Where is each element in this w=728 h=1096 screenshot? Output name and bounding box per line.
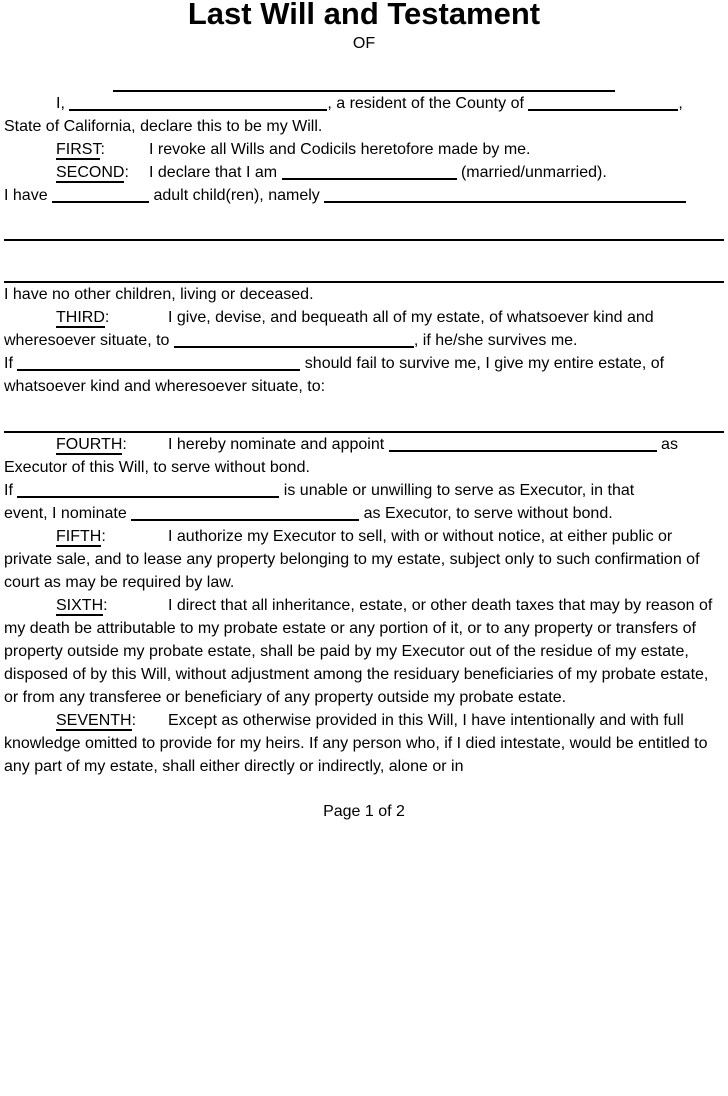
- section-third-colon: :: [104, 309, 110, 326]
- section-fourth-text-after: as Executor of this Will, to serve without bond.: [4, 436, 678, 476]
- children-text-mid: adult child(ren), namely: [149, 187, 325, 204]
- opening-paragraph: [4, 92, 724, 138]
- section-fourth-label: [56, 433, 168, 456]
- of-label: OF: [352, 35, 376, 52]
- section-seventh-label-text: SEVENTH: [56, 712, 132, 729]
- section-fourth-colon: :: [122, 436, 127, 453]
- section-seventh-colon: :: [131, 712, 137, 729]
- blank-beneficiary-name[interactable]: [17, 355, 300, 371]
- section-second: [4, 161, 724, 184]
- section-second-text-after: (married/unmarried).: [456, 164, 607, 181]
- section-second-label: [56, 161, 149, 184]
- section-fifth: [4, 525, 724, 594]
- no-other-children-text: I have no other children, living or deceased.: [4, 286, 314, 303]
- section-first: [4, 138, 724, 161]
- section-seventh: [4, 709, 724, 778]
- section-fourth-text-before: I hereby nominate and appoint: [168, 436, 389, 453]
- section-third-text-before: I give, devise, and bequeath all of my estate, of whatsoever kind and wheresoever situate, to: [4, 309, 654, 349]
- section-sixth: [4, 594, 724, 709]
- alternate-executor-text-pre: event, I nominate: [4, 505, 132, 522]
- survivor-text-post: should fail to survive me, I give my entire estate, of whatsoever kind and wheresoever situate, to:: [4, 355, 665, 395]
- section-sixth-colon: :: [103, 597, 108, 614]
- section-first-label-text: FIRST: [56, 141, 101, 158]
- blank-child-count[interactable]: [52, 187, 149, 203]
- blank-primary-beneficiary[interactable]: [174, 332, 414, 348]
- blank-marital-status[interactable]: [282, 164, 457, 180]
- section-fifth-label: [56, 525, 168, 548]
- alternate-executor-text-post: as Executor, to serve without bond.: [359, 505, 613, 522]
- section-second-label-text: SECOND: [56, 164, 125, 181]
- blank-executor-name[interactable]: [389, 436, 657, 452]
- section-fourth: [4, 433, 724, 479]
- opening-text-pre: I,: [56, 95, 70, 112]
- section-first-colon: :: [100, 141, 105, 158]
- section-second-text-before: I declare that I am: [149, 164, 282, 181]
- children-text-pre: I have: [4, 187, 53, 204]
- blank-testator-name[interactable]: [69, 95, 327, 111]
- section-fifth-text: I authorize my Executor to sell, with or without notice, at either public or private sale, and to lease any property belonging to my estate, subject only to such confirmation of court as may be required by law.: [4, 528, 700, 591]
- opening-text-post: , State of California, declare this to be my Will.: [4, 95, 683, 135]
- section-third-label: [56, 306, 168, 329]
- section-first-text: I revoke all Wills and Codicils heretofore made by me.: [149, 141, 531, 158]
- executor-unable-text-pre: If: [4, 482, 18, 499]
- executor-unable-text-post: is unable or unwilling to serve as Executor, in that: [279, 482, 635, 499]
- writing-rule-1[interactable]: [4, 239, 724, 241]
- section-third-text-after: , if he/she survives me.: [413, 332, 578, 349]
- section-seventh-text: Except as otherwise provided in this Will, I have intentionally and with full knowledge omitted to provide for my heirs. If any person who, if I died intestate, would be entitled to any part of my estate, shall either directly or indirectly, alone or in: [4, 712, 708, 775]
- section-sixth-label: [56, 594, 168, 617]
- section-sixth-text: I direct that all inheritance, estate, or other death taxes that may by reason of my death be attributable to my probate estate or any portion of it, or to any property or transfers of property outside my probate estate, shall be paid by my Executor out of the residue of my estate, disposed of by this Will, without adjustment among the residuary beneficiaries of my probate estate, or from any transferee or beneficiary of any property outside my probate estate.: [4, 597, 713, 706]
- section-fifth-label-text: FIFTH: [56, 528, 102, 545]
- section-seventh-label: [56, 709, 168, 732]
- survivor-paragraph: [4, 352, 724, 398]
- page-title: Last Will and Testament: [187, 0, 541, 31]
- section-third-label-text: THIRD: [56, 309, 105, 326]
- section-third: [4, 306, 724, 352]
- executor-unable-paragraph: [4, 479, 724, 502]
- opening-text-mid: , a resident of the County of: [327, 95, 529, 112]
- children-paragraph: [4, 184, 724, 207]
- page-number-indicator: Page 1 of 2: [323, 803, 405, 820]
- blank-county[interactable]: [528, 95, 678, 111]
- blank-alternate-executor[interactable]: [131, 505, 359, 521]
- section-fifth-colon: :: [101, 528, 106, 545]
- blank-executor-name-repeat[interactable]: [17, 482, 279, 498]
- survivor-text-pre: If: [4, 355, 18, 372]
- alternate-executor-paragraph: [4, 502, 724, 525]
- section-fourth-label-text: FOURTH: [56, 436, 123, 453]
- section-second-colon: :: [124, 164, 129, 181]
- section-first-label: [56, 138, 149, 161]
- section-sixth-label-text: SIXTH: [56, 597, 104, 614]
- blank-child-names[interactable]: [324, 187, 686, 203]
